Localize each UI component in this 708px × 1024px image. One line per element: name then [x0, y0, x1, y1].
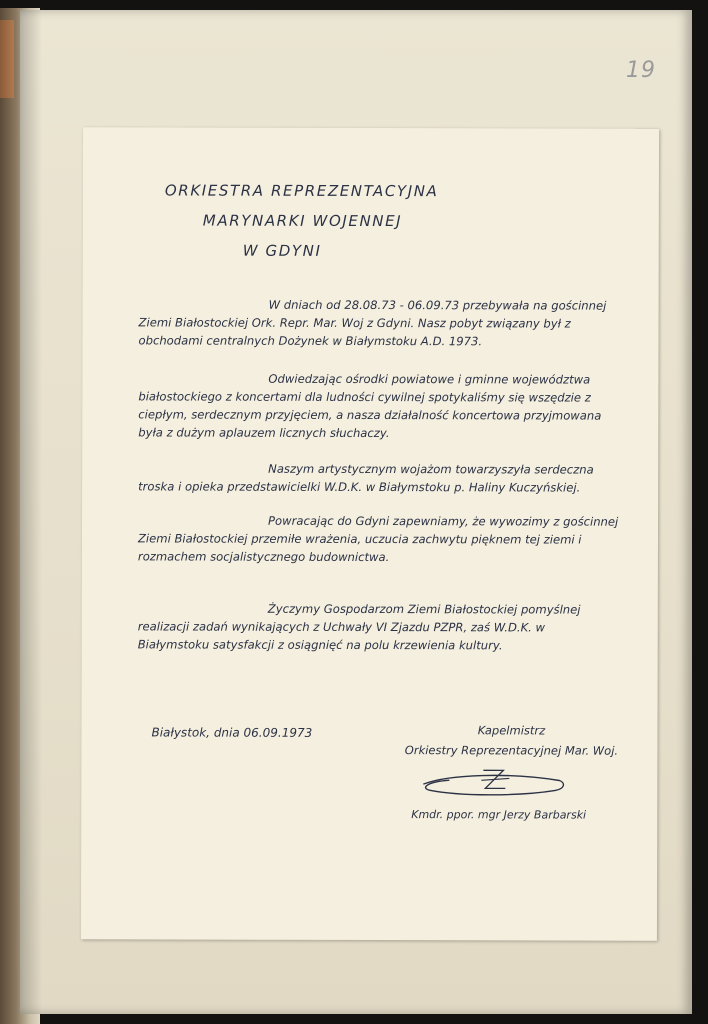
signer-role-line-2: Orkiestry Reprezentacyjnej Mar. Woj.	[404, 743, 619, 758]
letter-paragraph-3	[138, 459, 620, 496]
album-fold-shadow	[20, 10, 42, 1014]
letter-paragraph-4	[138, 511, 620, 566]
signature-block	[381, 720, 641, 761]
paragraph-text: Odwiedzając ośrodki powiatowe i gminne województwa białostockiego z koncertami dla ludności cywilnej spotykaliśmy się wszędzie z ciepłym, serdecznym przyjęciem, a nasza działalność koncertowa przyjmowana była z dużym aplauzem licznych słuchaczy.	[138, 371, 602, 441]
letter-title-line-1: ORKIESTRA REPREZENTACYJNA	[164, 181, 439, 201]
letter-paragraph-5	[138, 599, 620, 654]
handwritten-signature	[419, 764, 569, 798]
paragraph-text: W dniach od 28.08.73 - 06.09.73 przebywała na gościnnej Ziemi Białostockiej Ork. Repr. Mar. Woj z Gdyni. Nasz pobyt związany był z obchodami centralnych Dożynek w Białymstoku A.D. 1973.	[138, 297, 607, 349]
letter-sheet	[81, 127, 659, 941]
paragraph-text: Powracając do Gdyni zapewniamy, że wywozimy z gościnnej Ziemi Białostockiej przemiłe wrażenia, uczucia zachwytu pięknem tej ziemi i rozmachem socjalistycznego budownictwa.	[137, 513, 619, 565]
signer-name: Kmdr. ppor. mgr Jerzy Barbarski	[411, 808, 587, 822]
letter-title-line-3: W GDYNI	[242, 241, 322, 260]
letter-title-line-2: MARYNARKI WOJENNEJ	[202, 211, 403, 231]
letter-paragraph-1	[138, 295, 620, 350]
place-and-date: Białystok, dnia 06.09.1973	[151, 725, 313, 740]
paragraph-text: Naszym artystycznym wojażom towarzyszyła serdeczna troska i opieka przedstawicielki W.D.K. w Białymstoku p. Haliny Kuczyńskiej.	[138, 461, 594, 495]
album-page	[20, 10, 692, 1014]
page-number: 19	[626, 58, 656, 83]
letter-paragraph-2	[138, 369, 620, 442]
paragraph-text: Życzymy Gospodarzom Ziemi Białostockiej pomyślnej realizacji zadań wynikających z Uchwały VI Zjazdu PZPR, zaś W.D.K. w Białymstoku satysfakcji z osiągnięć na polu krzewienia kultury.	[137, 601, 581, 653]
signer-role-line-1: Kapelmistrz	[477, 723, 546, 738]
binder-tab	[0, 20, 14, 98]
